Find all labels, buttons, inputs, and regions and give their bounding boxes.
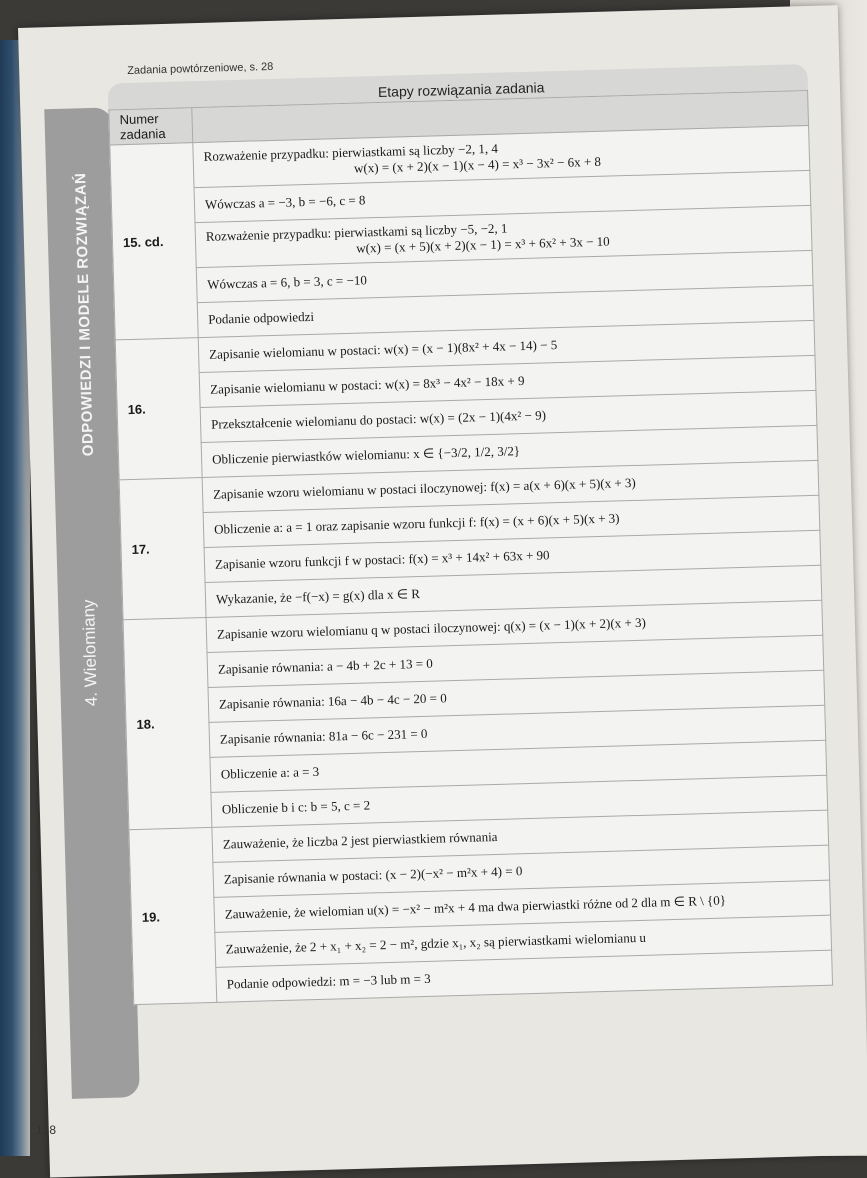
section-reference: Zadania powtórzeniowe, s. 28 bbox=[127, 60, 274, 77]
solutions-table bbox=[108, 90, 833, 1005]
task-number: 15. cd. bbox=[110, 143, 198, 340]
steps-column-header: Etapy rozwiązania zadania bbox=[377, 79, 545, 100]
solution-step-text: Wówczas a = 6, b = 3, c = −10 bbox=[207, 272, 368, 292]
solution-step-text: Zapisanie wzoru funkcji f w postaci: f(x) = x³ + 14x² + 63x + 90 bbox=[214, 547, 550, 572]
solution-step-text: Zapisanie wielomianu w postaci: w(x) = (x − 1)(8x² + 4x − 14) − 5 bbox=[208, 337, 558, 362]
side-tab-section-label: ODPOWIEDZI I MODELE ROZWIĄZAŃ bbox=[72, 172, 97, 457]
task-number: 16. bbox=[115, 338, 202, 480]
task-number: 19. bbox=[129, 827, 217, 1004]
solution-step-text: Zapisanie równania: 81a − 6c − 231 = 0 bbox=[219, 725, 428, 747]
solution-step-text: Zapisanie wzoru wielomianu w postaci iloczynowej: f(x) = a(x + 6)(x + 5)(x + 3) bbox=[212, 474, 636, 502]
page-number: 158 bbox=[36, 1123, 57, 1137]
solution-step-text: Wówczas a = −3, b = −6, c = 8 bbox=[204, 192, 366, 212]
solution-step-text: Zapisanie wzoru wielomianu q w postaci iloczynowej: q(x) = (x − 1)(x + 2)(x + 3) bbox=[216, 614, 647, 642]
solution-step-text: Zapisanie wielomianu w postaci: w(x) = 8x³ − 4x² − 18x + 9 bbox=[209, 372, 525, 397]
solution-step-text: Przekształcenie wielomianu do postaci: w(x) = (2x − 1)(4x² − 9) bbox=[210, 407, 547, 432]
side-tab-chapter-label: 4. Wielomiany bbox=[78, 599, 101, 707]
solution-step-text: Rozważenie przypadku: pierwiastkami są liczby −2, 1, 4 bbox=[203, 140, 499, 164]
solution-step-text: Zapisanie równania: 16a − 4b − 4c − 20 = 0 bbox=[218, 690, 447, 712]
book-page bbox=[18, 5, 867, 1177]
solution-step-text: Podanie odpowiedzi bbox=[207, 308, 315, 327]
solution-step-text: Zapisanie równania: a − 4b + 2c + 13 = 0 bbox=[217, 655, 433, 677]
solution-step-text: Obliczenie a: a = 1 oraz zapisanie wzoru funkcji f: f(x) = (x + 6)(x + 5)(x + 3) bbox=[213, 510, 620, 537]
solution-step-text: Wykazanie, że −f(−x) = g(x) dla x ∈ R bbox=[215, 586, 421, 607]
solution-step-text: Rozważenie przypadku: pierwiastkami są liczby −5, −2, 1 bbox=[205, 220, 508, 244]
solutions-card bbox=[108, 64, 833, 1005]
solution-step-text: Zauważenie, że 2 + x₁ + x₂ = 2 − m², gdzie x₁, x₂ są pierwiastkami wielomianu u bbox=[225, 929, 647, 957]
solution-step-formula: w(x) = (x + 5)(x + 2)(x − 1) = x³ + 6x² + 3x − 10 bbox=[356, 233, 610, 256]
solution-step-text: Obliczenie pierwiastków wielomianu: x ∈ {−3/2, 1/2, 3/2} bbox=[211, 443, 521, 467]
task-number: 17. bbox=[119, 478, 206, 620]
solution-step-text: Podanie odpowiedzi: m = −3 lub m = 3 bbox=[226, 970, 431, 992]
solution-step-text: Zapisanie równania w postaci: (x − 2)(−x² − m²x + 4) = 0 bbox=[223, 863, 523, 887]
solution-step-text: Obliczenie a: a = 3 bbox=[220, 763, 320, 782]
number-column-header: Numer zadania bbox=[109, 108, 193, 145]
task-number: 18. bbox=[123, 617, 212, 829]
solution-step-text: Zauważenie, że wielomian u(x) = −x² − m²x + 4 ma dwa pierwiastki różne od 2 dla m ∈ R \ {0} bbox=[224, 892, 727, 922]
page-content bbox=[107, 46, 833, 1005]
solution-step-text: Obliczenie b i c: b = 5, c = 2 bbox=[221, 797, 371, 817]
solution-step-formula: w(x) = (x + 2)(x − 1)(x − 4) = x³ − 3x² − 6x + 8 bbox=[353, 153, 602, 176]
solution-step-text: Zauważenie, że liczba 2 jest pierwiastkiem równania bbox=[222, 828, 498, 852]
